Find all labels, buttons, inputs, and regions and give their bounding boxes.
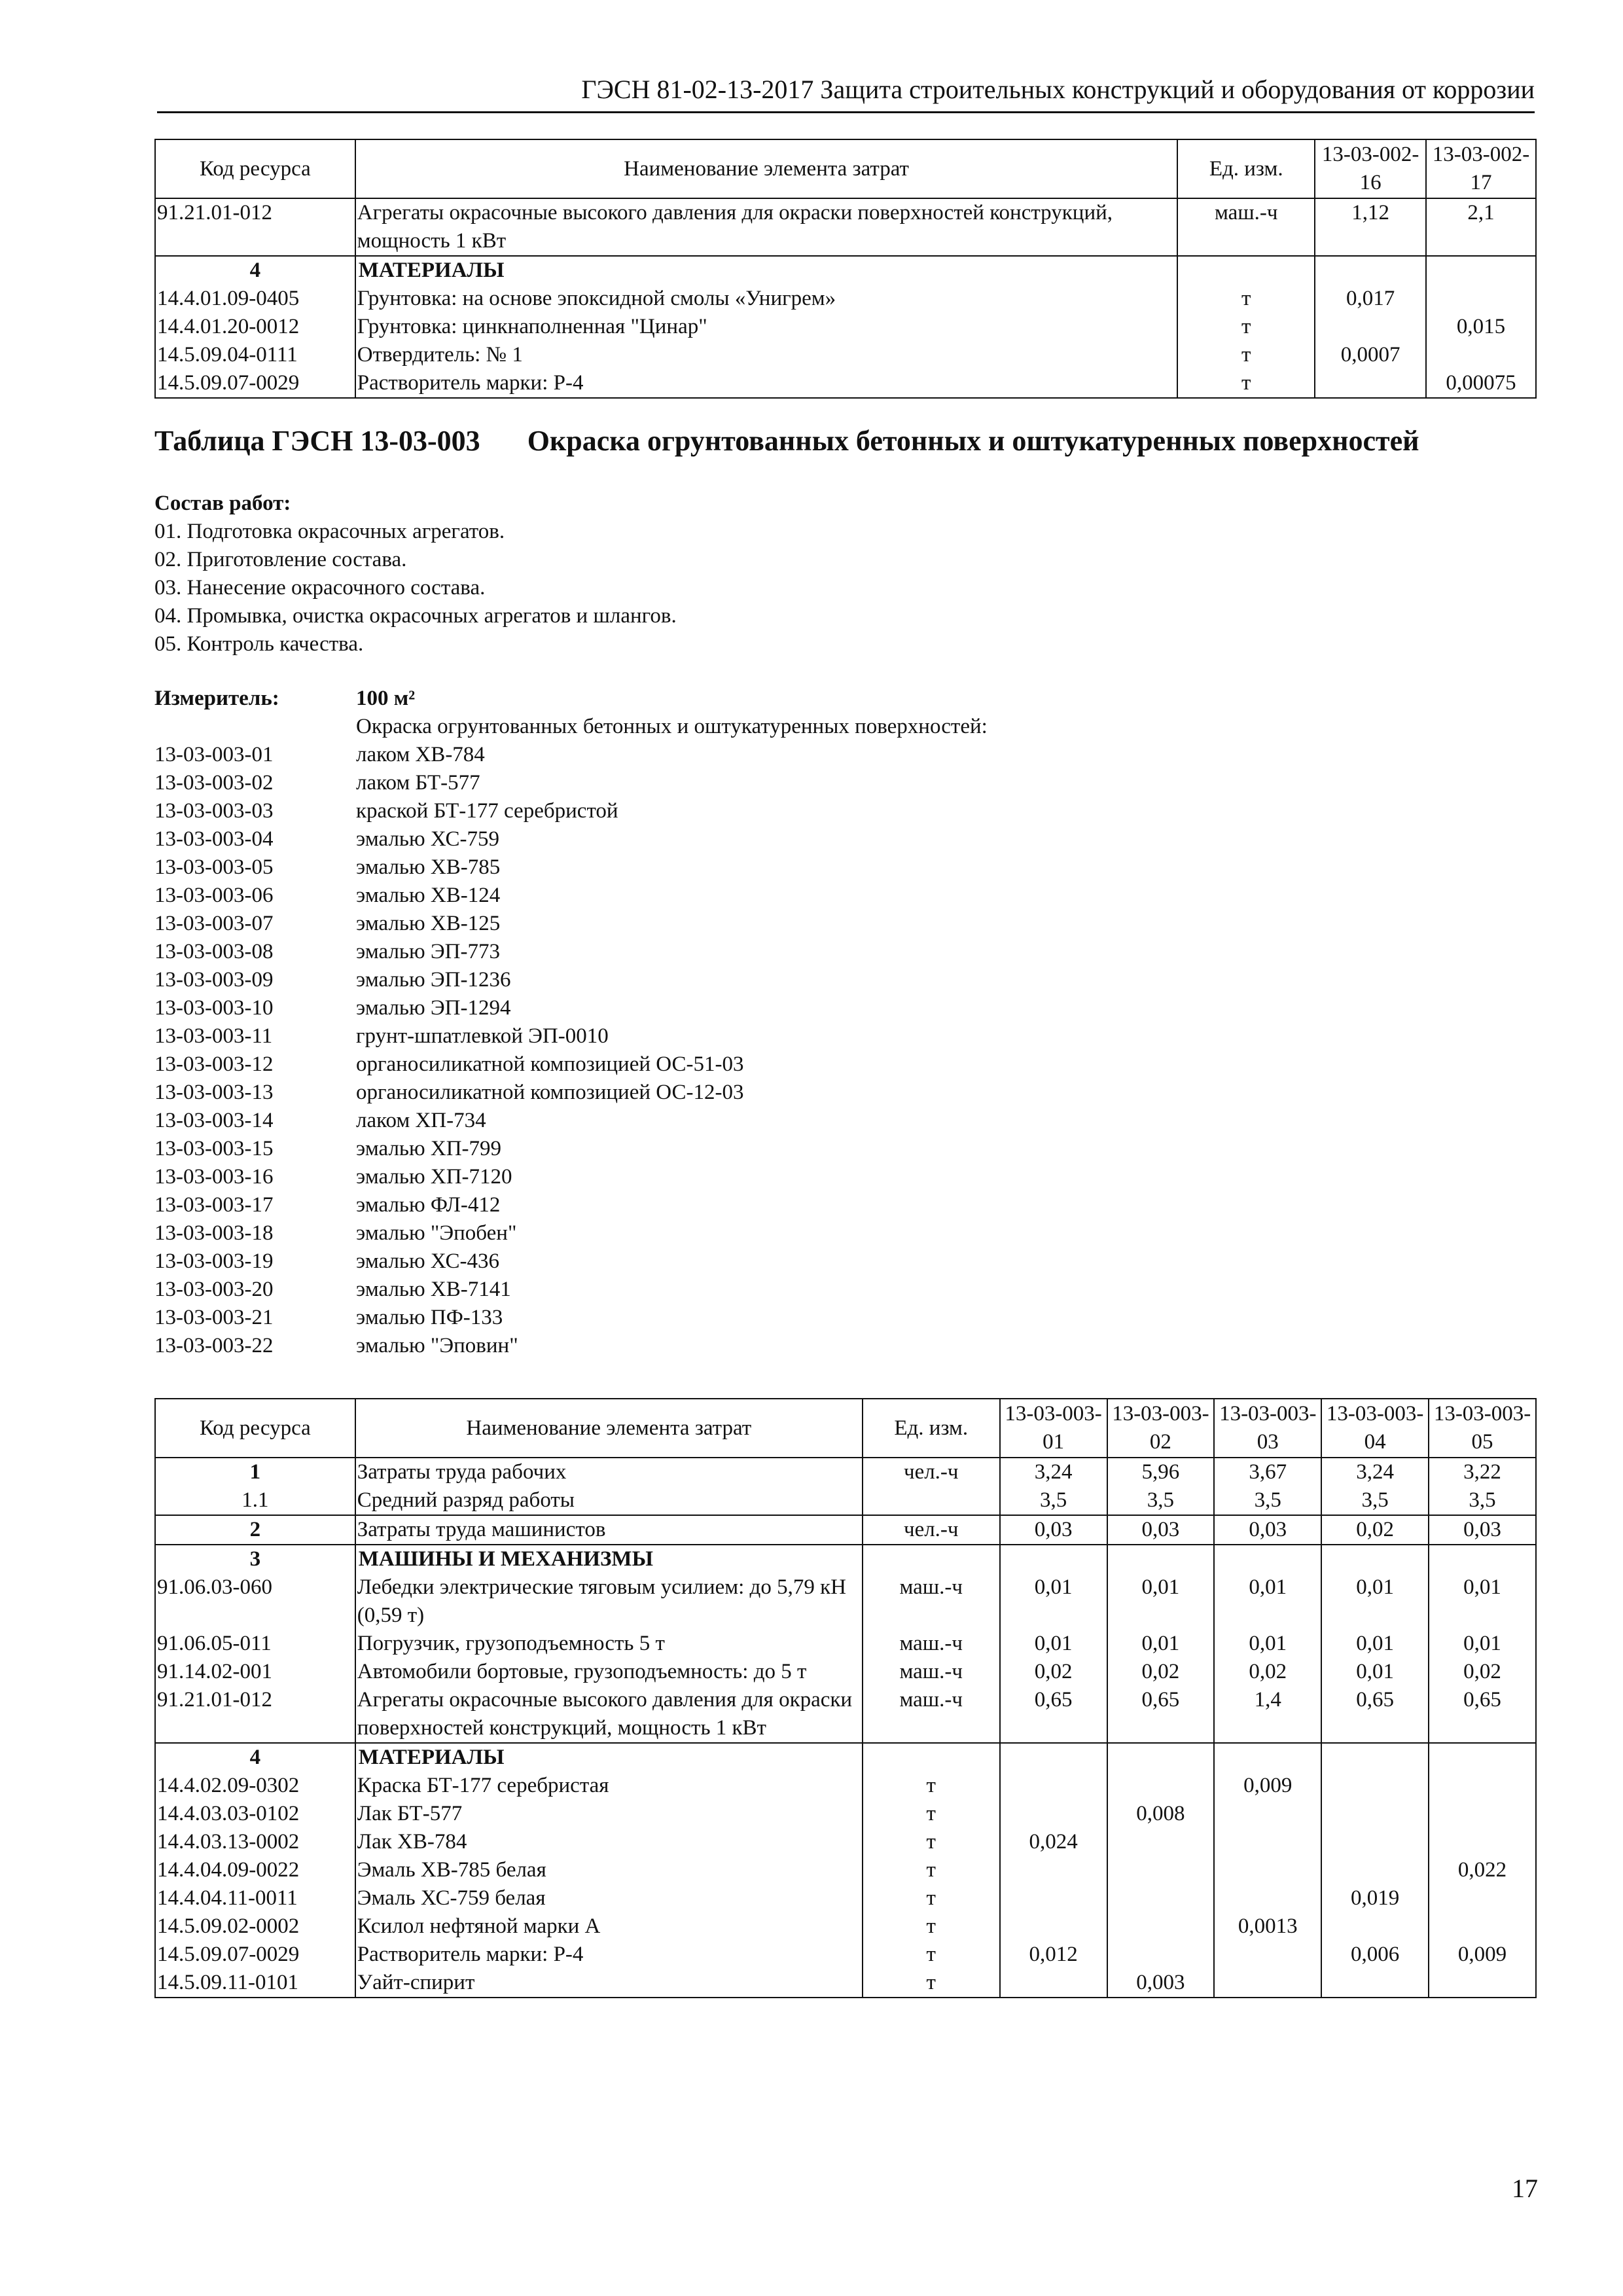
resource-value	[1429, 1969, 1536, 1998]
norm-code: 13-03-003-04	[154, 827, 274, 851]
resource-value	[1214, 1800, 1321, 1828]
resource-value: 2,1	[1426, 198, 1536, 256]
col-header-norm: 13-03-002-17	[1426, 139, 1536, 198]
norm-text: эмалью ХВ-125	[356, 912, 501, 935]
norm-text: эмалью ХС-436	[356, 1249, 499, 1273]
resource-code: 14.4.02.09-0302	[155, 1772, 355, 1800]
resource-value: 0,01	[1000, 1573, 1107, 1630]
resource-value: 0,019	[1321, 1884, 1429, 1912]
resource-unit: т	[863, 1912, 1000, 1941]
norm-code: 13-03-003-19	[154, 1249, 274, 1273]
norm-code: 13-03-003-16	[154, 1165, 274, 1189]
resource-unit: т	[863, 1941, 1000, 1969]
resource-value	[1214, 1856, 1321, 1884]
norm-code: 13-03-003-05	[154, 855, 274, 879]
norm-item	[154, 1079, 988, 1107]
resource-value	[1429, 1828, 1536, 1856]
resource-value: 0,03	[1107, 1515, 1215, 1545]
resource-value	[1429, 1912, 1536, 1941]
col-header-norm: 13-03-003-02	[1107, 1399, 1215, 1458]
table-header-row	[155, 1399, 1536, 1458]
norm-item	[154, 825, 988, 853]
resource-value	[1107, 1772, 1215, 1800]
norm-text: краской БТ-177 серебристой	[356, 799, 618, 823]
norm-item	[154, 994, 988, 1022]
norm-code: 13-03-003-14	[154, 1109, 274, 1132]
norm-text: эмалью "Эпобен"	[356, 1221, 517, 1245]
resource-value: 0,006	[1321, 1941, 1429, 1969]
norm-code: 13-03-003-21	[154, 1306, 274, 1329]
resource-name: Лебедки электрические тяговым усилием: до 5,79 кН (0,59 т)	[355, 1573, 863, 1630]
measure-description: Окраска огрунтованных бетонных и оштукатуренных поверхностей:	[356, 715, 988, 738]
resource-value	[1000, 1772, 1107, 1800]
resource-value	[1000, 1969, 1107, 1998]
norm-code: 13-03-003-06	[154, 884, 274, 907]
norm-code: 13-03-003-18	[154, 1221, 274, 1245]
norm-text: лаком ХП-734	[356, 1109, 486, 1132]
norm-text: лаком БТ-577	[356, 771, 480, 795]
resource-value: 0,03	[1000, 1515, 1107, 1545]
works-title: Состав работ:	[154, 492, 291, 515]
table-row	[155, 285, 1536, 313]
section-number: 4	[155, 256, 355, 285]
resource-value: 3,5	[1321, 1486, 1429, 1515]
norm-item	[154, 882, 988, 910]
resource-value	[1321, 1772, 1429, 1800]
col-header-norm: 13-03-003-03	[1214, 1399, 1321, 1458]
resource-value: 0,65	[1107, 1686, 1215, 1743]
resource-value	[1429, 1800, 1536, 1828]
section-title: МАТЕРИАЛЫ	[355, 256, 1178, 285]
resource-value	[1000, 1856, 1107, 1884]
norm-text: эмалью ХВ-7141	[356, 1278, 511, 1301]
resource-code: 14.5.09.04-0111	[155, 341, 355, 369]
resource-value	[1321, 1912, 1429, 1941]
resource-value: 3,24	[1321, 1458, 1429, 1486]
resource-name: Средний разряд работы	[355, 1486, 863, 1515]
resource-value: 0,022	[1429, 1856, 1536, 1884]
resource-unit: маш.-ч	[1177, 198, 1315, 256]
table-name: Окраска огрунтованных бетонных и оштукатуренных поверхностей	[527, 425, 1419, 457]
resource-unit: т	[863, 1856, 1000, 1884]
resource-value: 0,012	[1000, 1941, 1107, 1969]
resource-name: Затраты труда рабочих	[355, 1458, 863, 1486]
resource-value: 0,017	[1315, 285, 1426, 313]
table-row	[155, 1884, 1536, 1912]
resource-value: 0,003	[1107, 1969, 1215, 1998]
resource-value	[1429, 1884, 1536, 1912]
resource-value	[1321, 1828, 1429, 1856]
norm-item	[154, 1022, 988, 1050]
section-title: МАТЕРИАЛЫ	[355, 1743, 863, 1772]
work-item: 01. Подготовка окрасочных агрегатов.	[154, 520, 505, 543]
norm-code: 13-03-003-07	[154, 912, 274, 935]
norm-text: эмалью ПФ-133	[356, 1306, 503, 1329]
norm-item	[154, 1191, 988, 1219]
table-row	[155, 341, 1536, 369]
table-row	[155, 1828, 1536, 1856]
section-row	[155, 1743, 1536, 1772]
norm-code: 13-03-003-02	[154, 771, 274, 795]
resource-value: 0,65	[1429, 1686, 1536, 1743]
resource-value	[1000, 1912, 1107, 1941]
table-row	[155, 1912, 1536, 1941]
work-item: 03. Нанесение окрасочного состава.	[154, 576, 486, 600]
resource-unit: маш.-ч	[863, 1658, 1000, 1686]
resource-name: Лак БТ-577	[355, 1800, 863, 1828]
resource-name: Растворитель марки: Р-4	[355, 369, 1178, 398]
col-header-code: Код ресурса	[155, 139, 355, 198]
resource-code: 91.21.01-012	[155, 1686, 355, 1743]
resource-code: 14.5.09.07-0029	[155, 1941, 355, 1969]
norm-item	[154, 1247, 988, 1276]
norm-text: эмалью ХС-759	[356, 827, 499, 851]
norm-text: эмалью ХВ-124	[356, 884, 501, 907]
resource-name: Агрегаты окрасочные высокого давления для окраски поверхностей конструкций, мощность 1 кВт	[355, 1686, 863, 1743]
col-header-code: Код ресурса	[155, 1399, 355, 1458]
resource-value	[1426, 285, 1536, 313]
resource-unit: т	[863, 1828, 1000, 1856]
col-header-norm: 13-03-003-04	[1321, 1399, 1429, 1458]
norm-text: эмалью "Эповин"	[356, 1334, 518, 1357]
norm-code: 13-03-003-15	[154, 1137, 274, 1160]
measure-block	[154, 685, 988, 1360]
resource-value: 0,009	[1214, 1772, 1321, 1800]
resource-value: 0,01	[1214, 1630, 1321, 1658]
section-title: МАШИНЫ И МЕХАНИЗМЫ	[355, 1545, 863, 1573]
resource-value: 0,015	[1426, 313, 1536, 341]
work-item: 02. Приготовление состава.	[154, 548, 407, 571]
norm-code: 13-03-003-03	[154, 799, 274, 823]
norm-item	[154, 1304, 988, 1332]
resource-code: 14.5.09.07-0029	[155, 369, 355, 398]
resource-code: 14.5.09.11-0101	[155, 1969, 355, 1998]
resource-value: 0,02	[1429, 1658, 1536, 1686]
norm-code: 13-03-003-08	[154, 940, 274, 963]
resource-value	[1107, 1912, 1215, 1941]
resource-value	[1000, 1800, 1107, 1828]
norm-item	[154, 853, 988, 882]
works-composition	[154, 490, 677, 658]
norm-text: эмалью ХП-7120	[356, 1165, 512, 1189]
norm-code: 13-03-003-17	[154, 1193, 274, 1217]
resource-value	[1426, 341, 1536, 369]
work-item: 04. Промывка, очистка окрасочных агрегатов и шлангов.	[154, 604, 677, 628]
resource-unit	[863, 1486, 1000, 1515]
resource-value	[1214, 1969, 1321, 1998]
table-row	[155, 1800, 1536, 1828]
resource-name: Грунтовка: цинкнаполненная "Цинар"	[355, 313, 1178, 341]
norm-item	[154, 1107, 988, 1135]
norm-item	[154, 1276, 988, 1304]
table-row	[155, 1515, 1536, 1545]
resource-name: Растворитель марки: Р-4	[355, 1941, 863, 1969]
resource-value: 0,02	[1214, 1658, 1321, 1686]
resource-value: 3,24	[1000, 1458, 1107, 1486]
resource-value: 0,01	[1321, 1658, 1429, 1686]
resource-value: 1,12	[1315, 198, 1426, 256]
resource-unit: т	[1177, 313, 1315, 341]
measure-unit: 100 м²	[356, 687, 416, 710]
resource-unit: чел.-ч	[863, 1515, 1000, 1545]
resource-name: Краска БТ-177 серебристая	[355, 1772, 863, 1800]
table-row	[155, 369, 1536, 398]
norm-text: эмалью ХВ-785	[356, 855, 501, 879]
resource-name: Затраты труда машинистов	[355, 1515, 863, 1545]
norm-code: 13-03-003-12	[154, 1052, 274, 1076]
resource-unit: т	[863, 1772, 1000, 1800]
norm-item	[154, 797, 988, 825]
resource-value: 0,01	[1107, 1630, 1215, 1658]
table-row	[155, 1969, 1536, 1998]
resource-code: 14.4.03.13-0002	[155, 1828, 355, 1856]
resource-value: 0,01	[1429, 1630, 1536, 1658]
resource-value	[1315, 369, 1426, 398]
resource-name: Эмаль ХС-759 белая	[355, 1884, 863, 1912]
resource-value: 0,01	[1107, 1573, 1215, 1630]
col-header-norm: 13-03-003-01	[1000, 1399, 1107, 1458]
col-header-name: Наименование элемента затрат	[355, 139, 1178, 198]
resource-value	[1000, 1884, 1107, 1912]
resource-table-13-03-003	[154, 1398, 1537, 1998]
resource-code: 91.21.01-012	[155, 198, 355, 256]
col-header-unit: Ед. изм.	[1177, 139, 1315, 198]
resource-value: 0,0013	[1214, 1912, 1321, 1941]
col-header-name: Наименование элемента затрат	[355, 1399, 863, 1458]
norm-text: эмалью ЭП-1294	[356, 996, 511, 1020]
resource-value: 0,008	[1107, 1800, 1215, 1828]
resource-code: 14.4.04.09-0022	[155, 1856, 355, 1884]
norm-code: 13-03-003-22	[154, 1334, 274, 1357]
norm-text: лаком ХВ-784	[356, 743, 485, 766]
work-item: 05. Контроль качества.	[154, 632, 364, 656]
resource-value	[1214, 1884, 1321, 1912]
header-title: ГЭСН 81-02-13-2017 Защита строительных конструкций и оборудования от коррозии	[581, 75, 1535, 104]
resource-value: 0,65	[1000, 1686, 1107, 1743]
resource-value	[1321, 1856, 1429, 1884]
resource-code: 14.4.01.20-0012	[155, 313, 355, 341]
norm-text: органосиликатной композицией ОС-12-03	[356, 1081, 744, 1104]
resource-name: Автомобили бортовые, грузоподъемность: до 5 т	[355, 1658, 863, 1686]
norm-item	[154, 1163, 988, 1191]
resource-unit: т	[1177, 341, 1315, 369]
table-row	[155, 1573, 1536, 1630]
resource-value	[1214, 1828, 1321, 1856]
resource-table-13-03-002	[154, 139, 1537, 399]
table-row	[155, 1686, 1536, 1743]
resource-value: 0,009	[1429, 1941, 1536, 1969]
resource-unit: маш.-ч	[863, 1686, 1000, 1743]
resource-value: 0,024	[1000, 1828, 1107, 1856]
table-row	[155, 1658, 1536, 1686]
resource-name: Грунтовка: на основе эпоксидной смолы «Унигрем»	[355, 285, 1178, 313]
resource-unit: т	[863, 1800, 1000, 1828]
resource-value: 0,01	[1214, 1573, 1321, 1630]
norm-text: органосиликатной композицией ОС-51-03	[356, 1052, 744, 1076]
resource-name: Погрузчик, грузоподъемность 5 т	[355, 1630, 863, 1658]
table-row	[155, 313, 1536, 341]
resource-value	[1429, 1772, 1536, 1800]
resource-value: 0,00075	[1426, 369, 1536, 398]
norm-item	[154, 769, 988, 797]
resource-name: Отвердитель: № 1	[355, 341, 1178, 369]
norm-text: эмалью ФЛ-412	[356, 1193, 501, 1217]
table-row	[155, 1941, 1536, 1969]
col-header-norm: 13-03-002-16	[1315, 139, 1426, 198]
resource-code: 14.5.09.02-0002	[155, 1912, 355, 1941]
resource-code: 91.06.05-011	[155, 1630, 355, 1658]
resource-value	[1107, 1828, 1215, 1856]
resource-value: 5,96	[1107, 1458, 1215, 1486]
resource-unit: т	[1177, 369, 1315, 398]
section-number: 1.1	[155, 1486, 355, 1515]
resource-unit: маш.-ч	[863, 1630, 1000, 1658]
table-row	[155, 198, 1536, 256]
resource-value: 3,5	[1107, 1486, 1215, 1515]
resource-name: Эмаль ХВ-785 белая	[355, 1856, 863, 1884]
resource-unit: маш.-ч	[863, 1573, 1000, 1630]
resource-value: 3,5	[1429, 1486, 1536, 1515]
resource-name: Лак ХВ-784	[355, 1828, 863, 1856]
section-number: 1	[155, 1458, 355, 1486]
table-row	[155, 1458, 1536, 1486]
resource-value: 0,01	[1321, 1573, 1429, 1630]
table-row	[155, 1772, 1536, 1800]
norm-code: 13-03-003-10	[154, 996, 274, 1020]
resource-value: 0,03	[1214, 1515, 1321, 1545]
norm-item	[154, 1219, 988, 1247]
norm-item	[154, 1332, 988, 1360]
resource-name: Ксилол нефтяной марки А	[355, 1912, 863, 1941]
resource-value: 0,02	[1107, 1658, 1215, 1686]
norm-code: 13-03-003-09	[154, 968, 274, 992]
section-number: 4	[155, 1743, 355, 1772]
resource-unit: чел.-ч	[863, 1458, 1000, 1486]
resource-value: 3,67	[1214, 1458, 1321, 1486]
resource-value	[1321, 1969, 1429, 1998]
resource-value: 0,01	[1000, 1630, 1107, 1658]
col-header-norm: 13-03-003-05	[1429, 1399, 1536, 1458]
resource-value	[1214, 1941, 1321, 1969]
norm-code: 13-03-003-11	[154, 1024, 273, 1048]
resource-unit: т	[863, 1884, 1000, 1912]
table-row	[155, 1486, 1536, 1515]
resource-value: 3,5	[1214, 1486, 1321, 1515]
resource-code: 14.4.03.03-0102	[155, 1800, 355, 1828]
norm-item	[154, 1050, 988, 1079]
resource-name: Уайт-спирит	[355, 1969, 863, 1998]
norm-item	[154, 938, 988, 966]
resource-value: 0,65	[1321, 1686, 1429, 1743]
resource-value	[1107, 1884, 1215, 1912]
page-header	[157, 73, 1535, 113]
resource-unit: т	[863, 1969, 1000, 1998]
measure-label: Измеритель:	[154, 687, 279, 710]
resource-value: 3,5	[1000, 1486, 1107, 1515]
section-number: 2	[155, 1515, 355, 1545]
resource-name: Агрегаты окрасочные высокого давления для окраски поверхностей конструкций, мощность 1 кВт	[355, 198, 1178, 256]
norm-item	[154, 741, 988, 769]
norm-text: эмалью ХП-799	[356, 1137, 502, 1160]
resource-value: 0,02	[1321, 1515, 1429, 1545]
resource-value: 0,01	[1429, 1573, 1536, 1630]
table-header-row	[155, 139, 1536, 198]
norm-text: эмалью ЭП-1236	[356, 968, 511, 992]
norm-code: 13-03-003-01	[154, 743, 274, 766]
col-header-unit: Ед. изм.	[863, 1399, 1000, 1458]
resource-value	[1107, 1941, 1215, 1969]
norm-code: 13-03-003-13	[154, 1081, 274, 1104]
resource-value	[1107, 1856, 1215, 1884]
resource-code: 91.06.03-060	[155, 1573, 355, 1630]
section-row	[155, 256, 1536, 285]
norm-text: грунт-шпатлевкой ЭП-0010	[356, 1024, 609, 1048]
resource-code: 14.4.04.11-0011	[155, 1884, 355, 1912]
resource-value: 0,03	[1429, 1515, 1536, 1545]
resource-value: 3,22	[1429, 1458, 1536, 1486]
section-row	[155, 1545, 1536, 1573]
resource-code: 14.4.01.09-0405	[155, 285, 355, 313]
resource-value	[1321, 1800, 1429, 1828]
norm-code: 13-03-003-20	[154, 1278, 274, 1301]
resource-unit: т	[1177, 285, 1315, 313]
resource-value: 1,4	[1214, 1686, 1321, 1743]
resource-value: 0,0007	[1315, 341, 1426, 369]
norm-item	[154, 1135, 988, 1163]
table-row	[155, 1630, 1536, 1658]
resource-value	[1315, 313, 1426, 341]
page-number: 17	[1512, 2174, 1538, 2203]
resource-value: 0,01	[1321, 1630, 1429, 1658]
resource-code: 91.14.02-001	[155, 1658, 355, 1686]
table-row	[155, 1856, 1536, 1884]
norm-text: эмалью ЭП-773	[356, 940, 500, 963]
norm-item	[154, 966, 988, 994]
section-number: 3	[155, 1545, 355, 1573]
norm-item	[154, 910, 988, 938]
resource-value: 0,02	[1000, 1658, 1107, 1686]
table-label: Таблица ГЭСН 13-03-003	[154, 425, 480, 457]
table-title	[154, 423, 1419, 459]
